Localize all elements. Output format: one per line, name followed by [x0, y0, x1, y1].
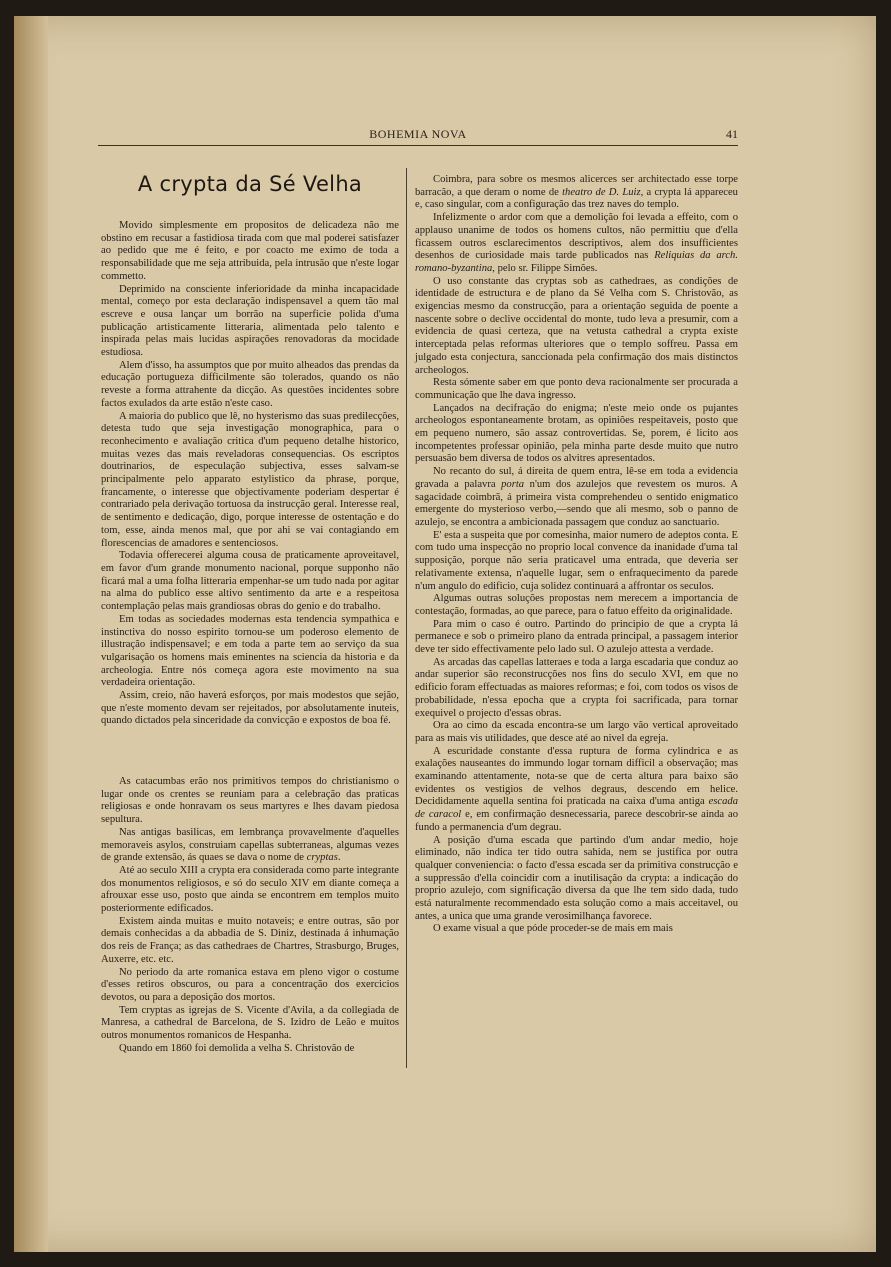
paragraph: A escuridade constante d'essa ruptura de forma cylindrica e as exalações nauseantes do immundo logar tornam difficil a observação; mas examinando attentamente, nota-se que de certa altura para baixo são evidentes os vestigios de velhos degraus, descendo em helice. Decididamente aquella sentina foi praticada na caixa d'uma antiga escada de caracol e, em confirmação desnecessaria, parece descobrir-se ainda ao fundo a permanencia d'um degrau.: [415, 745, 738, 833]
journal-name: BOHEMIA NOVA: [369, 127, 467, 141]
article-title: A crypta da Sé Velha: [137, 172, 363, 196]
paragraph: Coimbra, para sobre os mesmos alicerces ser architectado esse torpe barracão, a que deram o nome de theatro de D. Luiz, a crypta lá appareceu e, caso singular, com a configuração das trez naves do templo.: [415, 174, 738, 211]
page-number: 41: [726, 127, 738, 141]
paragraph: A maioria do publico que lê, no hysterismo das suas predilecções, detesta tudo que seja investigação monographica, para o reconhecimento e avaliação critica d'um pequeno detalhe historico, muitas vezes das mais reveladoras consequencias. Os escriptos doutrinarios, de especulação subjectiva, esses salvam-se principalmente pelo apparato estylistico da phrase, porque, francamente, o interesse que objectivamente poderiam despertar é contrariado pela derivação tortuosa da instrucção geral. Interesse real, de sentimento e dedicação, digo, porque interesse de ostentação e do tom, esse, ainda menos mal, que por ahi se vai contagiando em florescencias de amadores e sentenciosos.: [101, 410, 399, 549]
paragraph: Ora ao cimo da escada encontra-se um largo vão vertical aproveitado para as mais vis utilidades, que desce até ao nivel da egreja.: [415, 720, 738, 744]
paragraph: Deprimido na consciente inferioridade da minha incapacidade mental, começo por esta declaração indispensavel a quem tão mal escreve e ousa lançar um borrão na superficie polida d'uma publicação artisticamente litteraria, alimentada pelo talento e inspirada pelas mais lucidas aspirações renovadoras da mocidade estudiosa.: [101, 283, 399, 359]
running-head: [98, 127, 738, 147]
paragraph: No recanto do sul, á direita de quem entra, lê-se em toda a evidencia gravada a palavra porta n'um dos azulejos que revestem os muros. A sagacidade coimbrã, á primeira vista comprehendeu o sentido enigmatico emergente do mysterioso verbo,—sendo que ali mesmo, sob o panno de azulejo, se encontra a ambicionada passagem que conduz ao sanctuario.: [415, 466, 738, 528]
paragraph: Assim, creio, não haverá esforços, por mais modestos que sejão, que n'este momento devam ser rejeitados, por absolutamente inuteis, quando dictados pela sinceridade da convicção e expostos de boa fé.: [101, 690, 399, 727]
left-column-top: [101, 220, 399, 728]
paragraph: Movido simplesmente em propositos de delicadeza não me obstino em recusar a fastidiosa tirada com que mal poderei satisfazer ao pedido que me é feito, e por coacto me eximo de toda a responsabilidade que me seja attribuida, pela intrusão que n'este logar commetto.: [101, 220, 399, 282]
paragraph: Tem cryptas as igrejas de S. Vicente d'Avila, a da collegiada de Manresa, a cathedral de Barcelona, de S. Izidro de Leão e muitos outros monumentos romanicos de Hespanha.: [101, 1004, 399, 1042]
paragraph: Todavia offerecerei alguma cousa de praticamente aproveitavel, em favor d'um grande monumento nacional, porque supponho não ficará mal a uma folha litteraria empenhar-se um tudo nada por agitar na alma do publico esse altivo sentimento da arte e a respeitosa contemplação pelas mais grandiosas obras do genio e do trabalho.: [101, 550, 399, 613]
paragraph: Para mim o caso é outro. Partindo do principio de que a crypta lá permanece e sob o primeiro plano da entrada principal, a passagem interior deve ter sido effectivamente pelo lado sul. O azulejo attesta a verdade.: [415, 618, 738, 656]
paragraph: Resta sómente saber em que ponto deva racionalmente ser procurada a communicação que lhe dava ingresso.: [415, 377, 738, 401]
left-column-bottom: [101, 776, 399, 1055]
paragraph: As catacumbas erão nos primitivos tempos do christianismo o lugar onde os crentes se reuniam para a celebração das praticas religiosas e onde honravam os seus martyres e lhes davam piedosa sepultura.: [101, 776, 399, 826]
paragraph: Lançados na decifração do enigma; n'este meio onde os pujantes archeologos espontaneamente brotam, as opiniões respeitaveis, posto que em pequeno numero, são assaz controvertidas. Se, porem, é licito aos incompetentes professar opinião, pela minha parte desde muito que nutro persuasão bem diversa de todos os alvitres apresentados.: [415, 402, 738, 465]
paragraph: Infelizmente o ardor com que a demolição foi levada a effeito, com o applauso unanime de todos os homens cultos, não permittiu que d'ella ficassem outros esclarecimentos descriptivos, alem dos insufficientes desenhos de curiosidade mais tarde publicados nas Reliquias da arch. romano-byzantina, pelo sr. Filippe Simões.: [415, 212, 738, 274]
page-gutter: [14, 16, 48, 1252]
paragraph: A posição d'uma escada que partindo d'um andar medio, hoje eliminado, não indica ter tido outra sahida, nem se justifica por outra qualquer conveniencia: o facto d'essa escada ser da primitiva construcção e a suppressão d'ella coincidir com a inutilisação da crypta: a indicação do proprio azulejo, com significação diversa da que lhe tem sido dada, tudo está naturalmente recommendado esta solução como a mais acceitavel, ou antes, a unica que uma grande verosimilhança favorece.: [415, 834, 738, 922]
paragraph: No periodo da arte romanica estava em pleno vigor o costume d'esses retiros obscuros, ou para a concentração dos exercicios devotos, ou para a deposição dos mortos.: [101, 966, 399, 1003]
paragraph: As arcadas das capellas latteraes e toda a larga escadaria que conduz ao andar superior são reconstrucções nos fins do seculo XVI, em que no edificio foram effectuadas as maiores reformas; e foi, com todos os visos de probabilidade, n'essa epocha que a crypta foi sacrificada, para tornar exequivel o projecto d'essas obras.: [415, 656, 738, 719]
paragraph: Quando em 1860 foi demolida a velha S. Christovão de: [119, 1042, 355, 1054]
paragraph: O uso constante das cryptas sob as cathedraes, as condições de identidade de estructura e de plano da Sé Velha com S. Christovão, as exigencias mesmo da construcção, para a orientação seguida de poente a nascente sobre o declive occidental do monte, tudo leva a presumir, com a evidencia de quasi certeza, que na vetusta cathedral a crypta existe interceptada pelas reformas ulteriores que o templo soffreu. Passa em julgado esta conjectura, sanccionada pela confirmação dos mais distinctos archeologos.: [415, 275, 738, 376]
header-rule: [98, 145, 738, 146]
paragraph: O exame visual a que póde proceder-se de mais em mais: [433, 923, 673, 935]
paragraph: Em todas as sociedades modernas esta tendencia sympathica e instinctiva do nosso espirito tornou-se um poderoso elemento de illustração indispensavel; e em toda a parte tem ao serviço da sua vulgarisação os homens mais eminentes na sciencia da historia e da archeologia. Entre nós começa agora este movimento na sua verdadeira orientação.: [101, 613, 399, 689]
paragraph: Algumas outras soluções propostas nem merecem a importancia de contestação, formadas, ao que parece, para o fatuo effeito da originalidade.: [415, 593, 738, 617]
paragraph: Nas antigas basilicas, em lembrança provavelmente d'aquelles memoraveis asylos, construiam capellas subterraneas, algumas vezes de grande extensão, ás quaes se dava o nome de cryptas.: [101, 826, 399, 864]
paragraph: Alem d'isso, ha assumptos que por muito alheados das prendas da educação portugueza difficilmente são tolerados, quando os não reveste a forma attrahente da dicção. As questões incidentes sobre factos exulados da arte estão n'este caso.: [101, 359, 399, 409]
column-divider: [406, 168, 407, 1068]
paragraph: Existem ainda muitas e muito notaveis; e entre outras, são por demais conhecidas a da abbadia de S. Diniz, destinada á inhumação dos reis de França; as das cathedraes de Chartres, Strasburgo, Bruges, Auxerre, etc. etc.: [101, 915, 399, 965]
right-column: [415, 174, 738, 936]
paragraph: E' esta a suspeita que por comesinha, maior numero de adeptos conta. E com tudo uma inspecção no proprio local convence da inanidade d'uma tal supposição, porque não seria praticavel uma entrada, que deveria ser relativamente extensa, n'aquelle lugar, sem o enfraquecimento da parede n'um angulo do edificio, cuja solidez continuará a affrontar os seculos.: [415, 529, 738, 592]
paragraph: Até ao seculo XIII a crypta era considerada como parte integrante dos monumentos religiosos, e só do seculo XIV em diante começa a afrouxar esse uso, posto que ainda se encontrem em templos muito posteriormente edificados.: [101, 864, 399, 915]
